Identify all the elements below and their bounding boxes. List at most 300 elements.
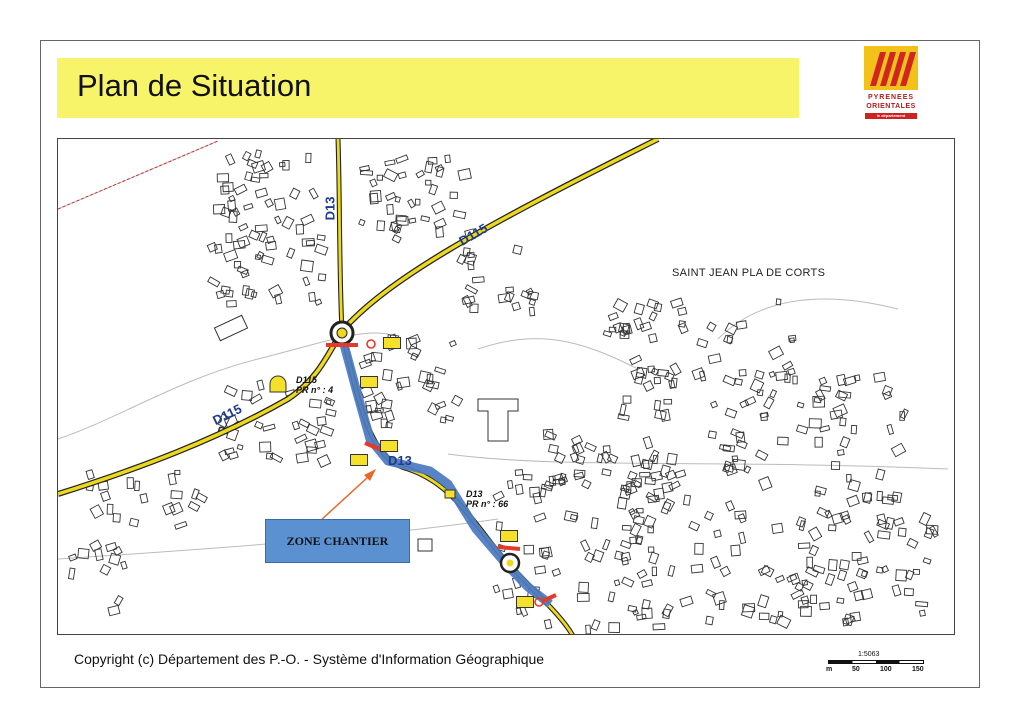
building-footprint xyxy=(640,472,650,477)
building-footprint xyxy=(711,401,718,408)
building-footprint xyxy=(196,493,207,503)
building-footprint xyxy=(300,260,313,272)
building-footprint xyxy=(744,466,750,473)
building-footprint xyxy=(409,218,416,223)
building-footprint xyxy=(708,354,721,364)
building-footprint xyxy=(255,188,267,198)
building-footprint xyxy=(282,216,294,229)
building-footprint xyxy=(695,543,703,554)
building-footprint xyxy=(121,561,128,569)
building-footprint xyxy=(817,507,829,517)
building-footprint xyxy=(919,512,930,525)
building-footprint xyxy=(597,454,603,463)
building-footprint xyxy=(395,197,400,203)
building-footprint xyxy=(226,154,235,165)
building-footprint xyxy=(851,425,857,434)
building-footprint xyxy=(415,199,420,205)
building-footprint xyxy=(90,540,102,551)
building-footprint xyxy=(892,492,902,503)
building-footprint xyxy=(326,409,336,416)
building-footprint xyxy=(529,307,534,316)
building-footprint xyxy=(634,318,644,330)
building-footprint xyxy=(697,339,708,348)
building-footprint xyxy=(630,537,637,544)
building-footprint xyxy=(408,346,421,358)
building-footprint xyxy=(585,552,595,562)
building-footprint xyxy=(387,205,394,215)
building-footprint xyxy=(244,204,253,210)
pr-label-d13 xyxy=(466,489,508,509)
building-footprint xyxy=(662,604,673,617)
building-footprint xyxy=(163,503,176,515)
building-footprint xyxy=(770,616,778,624)
building-footprint xyxy=(275,216,281,224)
building-footprint xyxy=(664,399,672,404)
building-footprint xyxy=(512,302,521,311)
building-footprint xyxy=(637,570,647,579)
building-footprint xyxy=(577,593,589,601)
building-footprint xyxy=(731,429,744,439)
building-footprint xyxy=(723,375,736,385)
building-footprint xyxy=(317,455,330,468)
building-footprint xyxy=(772,523,783,533)
pr-number-d13: PR n° : 66 xyxy=(466,499,509,509)
roundabout-north xyxy=(331,322,353,344)
building-footprint xyxy=(770,390,777,398)
building-footprint xyxy=(287,248,295,258)
building-footprint xyxy=(809,545,818,555)
building-footprint xyxy=(876,469,885,480)
building-footprint xyxy=(171,491,182,499)
building-footprint xyxy=(591,620,600,631)
building-footprint xyxy=(265,199,273,208)
building-footprint xyxy=(924,528,934,539)
building-footprint xyxy=(114,596,123,606)
building-footprint xyxy=(683,495,690,505)
building-footprint xyxy=(847,495,860,507)
building-footprint xyxy=(739,370,746,376)
building-footprint xyxy=(617,498,627,510)
building-footprint xyxy=(680,596,693,607)
title-banner xyxy=(57,58,799,118)
building-footprint xyxy=(840,418,846,426)
logo-line-2: ORIENTALES xyxy=(866,103,916,110)
department-logo xyxy=(856,42,926,122)
building-footprint xyxy=(750,379,764,393)
building-footprint xyxy=(429,184,438,195)
building-footprint xyxy=(521,291,532,299)
building-footprint xyxy=(398,172,406,179)
building-footprint xyxy=(299,419,310,428)
scale-tick: 50 xyxy=(852,666,860,673)
building-footprint xyxy=(837,598,844,604)
building-footprint xyxy=(359,219,365,225)
building-footprint xyxy=(630,355,642,364)
building-footprint xyxy=(507,481,513,489)
scale-tick: 100 xyxy=(880,666,892,673)
building-footprint xyxy=(269,285,283,298)
building-footprint xyxy=(221,186,229,194)
building-footprint xyxy=(689,521,700,531)
building-footprint xyxy=(707,322,716,331)
building-footprint xyxy=(530,487,540,497)
road-label-d115-upper: D115 xyxy=(456,220,491,249)
building-footprint xyxy=(816,389,826,400)
building-footprint xyxy=(620,488,631,499)
building-footprint xyxy=(534,513,546,522)
building-footprint xyxy=(364,353,376,364)
building-footprint xyxy=(635,372,644,384)
building-footprint xyxy=(898,528,906,536)
building-footprint xyxy=(776,299,781,305)
pr-marker-d115 xyxy=(270,376,286,392)
building-footprint xyxy=(706,616,714,625)
building-footprint xyxy=(896,570,907,581)
building-footprint xyxy=(135,481,140,491)
building-footprint xyxy=(370,179,377,187)
building-footprint xyxy=(86,470,94,480)
building-footprint xyxy=(602,469,611,476)
building-footprint xyxy=(515,470,523,476)
building-footprint xyxy=(359,359,371,368)
pr-marker-d13 xyxy=(445,490,455,498)
building-footprint xyxy=(776,575,785,582)
building-footprint xyxy=(472,277,484,283)
building-footprint xyxy=(579,582,589,592)
building-footprint xyxy=(828,559,837,570)
building-footprint xyxy=(175,470,180,474)
building-footprint xyxy=(465,285,477,294)
building-footprint xyxy=(726,501,735,511)
scale-bar xyxy=(822,651,932,681)
building-footprint xyxy=(224,250,238,262)
building-footprint xyxy=(796,425,807,434)
building-footprint xyxy=(515,484,523,494)
building-footprint xyxy=(852,553,861,561)
building-footprint xyxy=(603,539,610,550)
building-footprint xyxy=(113,514,120,523)
building-footprint xyxy=(714,530,721,538)
building-footprint xyxy=(315,244,328,255)
zone-chantier-label xyxy=(265,519,410,563)
building-footprint xyxy=(737,440,748,449)
building-footprint xyxy=(719,601,724,610)
building-footprint xyxy=(371,352,382,361)
building-footprint xyxy=(245,289,254,300)
building-footprint xyxy=(848,582,858,592)
building-footprint xyxy=(825,574,834,586)
building-footprint xyxy=(396,155,408,163)
building-footprint xyxy=(385,160,395,166)
building-footprint xyxy=(894,518,904,526)
building-footprint xyxy=(668,565,675,576)
building-footprint xyxy=(630,523,641,536)
building-footprint xyxy=(809,527,822,541)
building-footprint xyxy=(878,531,891,539)
building-footprint xyxy=(292,421,299,430)
building-footprint xyxy=(506,287,514,292)
road-closed-sign xyxy=(350,454,368,466)
building-footprint xyxy=(549,444,559,453)
building-footprint xyxy=(384,169,398,182)
building-footprint xyxy=(213,205,224,214)
building-footprint xyxy=(671,298,684,308)
building-footprint xyxy=(759,477,772,491)
road-closed-sign xyxy=(380,440,398,452)
building-footprint xyxy=(692,368,705,380)
building-footprint xyxy=(720,566,730,576)
building-footprint xyxy=(69,568,75,579)
building-footprint xyxy=(798,543,810,549)
building-footprint xyxy=(608,592,615,602)
building-footprint xyxy=(855,375,860,381)
building-footprint xyxy=(396,382,402,390)
building-footprint xyxy=(654,400,660,410)
building-footprint xyxy=(874,372,886,382)
building-footprint xyxy=(370,190,381,202)
building-footprint xyxy=(809,419,821,428)
building-footprint xyxy=(421,216,430,222)
building-footprint xyxy=(493,585,500,593)
building-footprint xyxy=(764,397,774,409)
building-footprint xyxy=(468,252,475,258)
building-footprint xyxy=(820,603,830,610)
building-footprint xyxy=(450,192,457,198)
building-footprint xyxy=(904,588,913,595)
building-footprint xyxy=(614,580,620,586)
logo-stripes-icon xyxy=(856,42,926,94)
building-footprint xyxy=(108,605,120,615)
building-footprint xyxy=(654,377,660,384)
pr-road-d13: D13 xyxy=(466,489,483,499)
building-footprint xyxy=(776,371,788,380)
road-d115 xyxy=(58,139,658,494)
building-footprint xyxy=(623,396,631,403)
building-footprint xyxy=(647,299,659,309)
map-canvas xyxy=(58,139,955,635)
pr-label-d115 xyxy=(296,375,333,395)
building-footprint xyxy=(416,170,424,177)
building-footprint xyxy=(458,169,471,181)
roundabout-south xyxy=(501,554,519,572)
building-footprint xyxy=(296,453,308,463)
building-footprint xyxy=(585,443,596,452)
building-footprint xyxy=(545,431,557,440)
building-footprint xyxy=(377,221,385,231)
road-label-d13-upper: D13 xyxy=(322,196,338,221)
building-footprint xyxy=(628,605,637,612)
building-footprint xyxy=(815,437,822,447)
building-footprint xyxy=(303,277,310,286)
building-footprint xyxy=(426,180,431,185)
building-footprint xyxy=(396,215,406,221)
building-footprint xyxy=(237,236,250,248)
building-footprint xyxy=(839,560,849,570)
building-footprint xyxy=(642,608,652,619)
building-footprint xyxy=(631,455,641,467)
building-footprint xyxy=(535,566,546,574)
building-footprint xyxy=(317,417,326,426)
building-footprint xyxy=(523,474,532,480)
pr-road-d115: D115 xyxy=(296,375,317,385)
building-footprint xyxy=(216,290,224,298)
building-footprint xyxy=(916,601,928,606)
building-footprint xyxy=(267,236,275,243)
building-footprint xyxy=(503,589,514,599)
building-footprint xyxy=(408,334,420,345)
building-footprint xyxy=(470,304,478,313)
building-footprint xyxy=(637,614,646,620)
road-closed-sign xyxy=(500,530,518,542)
building-footprint xyxy=(649,334,658,343)
building-footprint xyxy=(648,366,655,372)
building-footprint xyxy=(769,346,784,360)
map-area[interactable] xyxy=(57,138,955,635)
building-footprint xyxy=(263,424,275,431)
zone-chantier-text: ZONE CHANTIER xyxy=(286,533,389,548)
building-footprint xyxy=(758,595,769,608)
building-footprint xyxy=(691,564,703,573)
building-footprint xyxy=(435,165,443,172)
building-footprint xyxy=(306,240,314,245)
building-footprint xyxy=(797,402,804,408)
building-footprint xyxy=(251,177,260,182)
building-footprint xyxy=(306,153,311,162)
building-footprint xyxy=(219,450,229,461)
building-footprint xyxy=(257,380,264,390)
building-footprint xyxy=(392,235,401,243)
building-footprint xyxy=(255,150,262,158)
building-footprint xyxy=(857,557,868,565)
building-footprint xyxy=(642,580,653,588)
building-footprint xyxy=(435,367,446,374)
building-footprint xyxy=(309,292,316,301)
building-footprint xyxy=(255,225,267,232)
building-footprint xyxy=(449,340,456,346)
building-footprint xyxy=(863,493,871,504)
building-footprint xyxy=(234,184,247,195)
building-footprint xyxy=(188,502,200,512)
page-title: Plan de Situation xyxy=(77,68,312,103)
building-footprint xyxy=(127,478,133,489)
building-footprint xyxy=(524,545,534,554)
building-footprint xyxy=(279,162,285,167)
building-footprint xyxy=(101,491,111,501)
building-footprint xyxy=(759,613,769,620)
building-footprint xyxy=(95,549,104,561)
building-footprint xyxy=(725,408,737,418)
building-footprint xyxy=(649,312,657,321)
building-footprint xyxy=(217,174,228,182)
building-footprint xyxy=(793,376,797,384)
building-footprint xyxy=(386,192,396,200)
building-footprint xyxy=(581,540,590,552)
building-footprint xyxy=(425,161,433,173)
building-footprint xyxy=(608,313,618,321)
building-footprint xyxy=(306,424,319,435)
copyright-text: Copyright (c) Département des P.-O. - Système d'Information Géographique xyxy=(74,651,545,667)
building-footprint xyxy=(544,619,551,628)
building-footprint xyxy=(452,395,463,406)
building-footprint xyxy=(828,525,836,531)
building-footprint xyxy=(756,450,768,461)
building-footprint xyxy=(678,323,688,334)
building-footprint xyxy=(260,173,268,178)
building-footprint xyxy=(223,183,234,192)
building-footprint xyxy=(301,214,314,225)
scale-ratio: 1:5063 xyxy=(858,651,880,658)
building-footprint xyxy=(90,505,103,519)
building-footprint xyxy=(705,511,714,520)
building-footprint xyxy=(642,600,650,610)
building-footprint xyxy=(255,421,263,429)
building-footprint xyxy=(877,514,886,525)
building-footprint xyxy=(175,522,187,530)
building-footprint xyxy=(708,431,716,439)
building-footprint xyxy=(891,443,905,456)
building-footprint xyxy=(207,242,217,252)
building-footprint xyxy=(651,471,663,481)
building-footprint xyxy=(318,274,326,281)
logo-line-3: le département xyxy=(865,113,917,119)
building-footprint xyxy=(106,543,117,552)
building-footprint xyxy=(309,399,321,408)
scale-tick: 150 xyxy=(912,666,924,673)
town-label: SAINT JEAN PLA DE CORTS xyxy=(672,267,826,279)
building-footprint xyxy=(706,589,716,597)
building-footprint xyxy=(237,445,243,450)
building-footprint xyxy=(634,303,644,315)
building-footprint xyxy=(864,531,873,543)
building-footprint xyxy=(453,210,466,218)
zone-arrow xyxy=(320,469,376,521)
pr-number-d115: PR n° : 4 xyxy=(296,385,334,395)
building-footprint xyxy=(649,552,659,564)
building-footprint xyxy=(170,502,183,515)
building-footprint xyxy=(225,448,235,455)
building-footprint xyxy=(386,422,392,428)
building-footprint xyxy=(711,556,721,568)
road-label-d13-lower: D13 xyxy=(388,453,412,468)
building-footprint xyxy=(913,569,919,574)
building-footprint xyxy=(643,437,652,449)
building-footprint xyxy=(699,371,705,381)
building-footprint xyxy=(591,518,598,529)
building-footprint xyxy=(919,610,925,616)
building-footprint xyxy=(819,377,827,385)
building-footprint xyxy=(653,624,665,630)
building-footprint xyxy=(290,188,300,199)
building-footprint xyxy=(208,277,220,287)
building-footprint xyxy=(309,188,318,199)
building-footprint xyxy=(622,525,631,530)
building-footprint xyxy=(320,425,334,436)
building-footprint xyxy=(252,161,266,174)
building-footprint xyxy=(419,371,431,384)
building-footprint xyxy=(807,557,813,568)
building-footprint xyxy=(887,424,894,434)
building-footprint xyxy=(574,472,584,480)
building-footprint xyxy=(839,391,851,398)
logo-line-1: PYRENEES xyxy=(867,94,915,101)
building-footprint xyxy=(307,447,317,454)
building-footprint xyxy=(648,547,654,552)
building-footprint xyxy=(274,198,285,210)
building-footprint xyxy=(811,595,817,603)
building-footprint xyxy=(432,201,446,214)
building-footprint xyxy=(727,335,733,343)
building-footprint xyxy=(877,491,882,500)
